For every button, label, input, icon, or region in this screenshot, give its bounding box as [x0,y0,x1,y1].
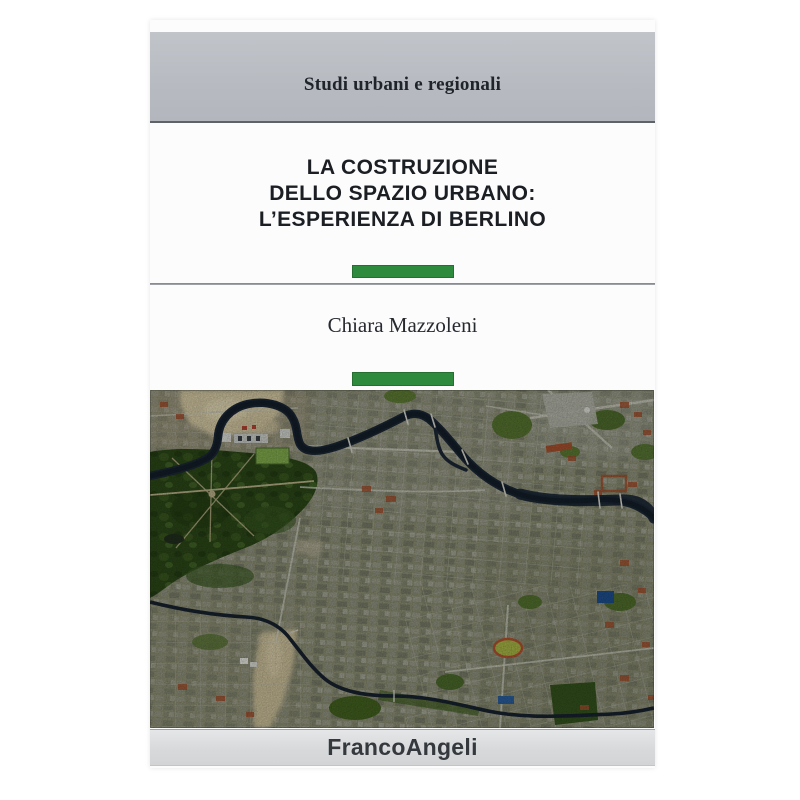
series-label: Studi urbani e regionali [303,73,502,95]
publisher-logo: FrancoAngeli [327,734,478,760]
title-line-3: L’ESPERIENZA DI BERLINO [258,208,547,231]
green-accent-bar-bottom [352,372,454,386]
divider-line [150,283,655,285]
series-band [150,32,655,123]
book-title [150,155,655,233]
book-cover [150,20,655,768]
berlin-aerial-photo-svg [150,390,654,728]
title-line-2: DELLO SPAZIO URBANO: [269,182,536,205]
berlin-aerial-photo [150,390,654,728]
publisher-strip [150,729,655,766]
author-name: Chiara Mazzoleni [327,313,478,337]
title-line-1: LA COSTRUZIONE [306,156,499,179]
green-accent-bar-top [352,265,454,278]
